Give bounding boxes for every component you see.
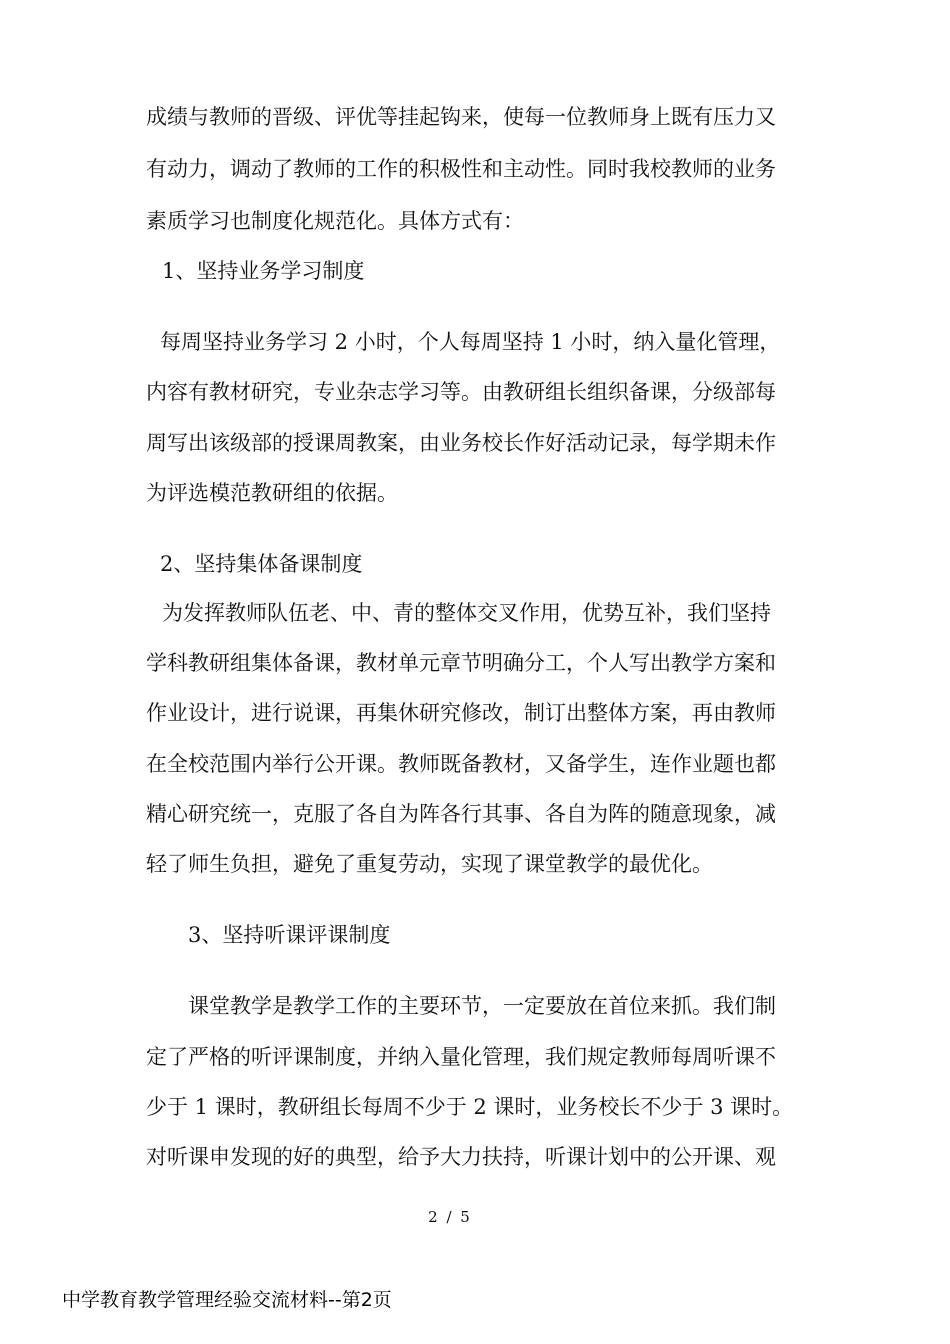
paragraph-line: 课堂教学是教学工作的主要环节，一定要放在首位来抓。我们制 xyxy=(188,994,776,1018)
paragraph-line: 精心研究统一，克服了各自为阵各行其事、各自为阵的随意现象，减 xyxy=(146,802,776,826)
document-footer: 中学教育教学管理经验交流材料--第2页 xyxy=(62,1289,392,1311)
paragraph-line: 轻了师生负担，避免了重复劳动，实现了课堂教学的最优化。 xyxy=(146,852,713,876)
paragraph-line: 有动力，调动了教师的工作的积极性和主动性。同时我校教师的业务 xyxy=(146,157,776,181)
section-heading-2: 2、坚持集体备课制度 xyxy=(160,552,363,576)
paragraph-line: 成绩与教师的晋级、评优等挂起钩来，使每一位教师身上既有压力又 xyxy=(146,105,776,129)
page-number: 2 / 5 xyxy=(428,1208,472,1226)
paragraph-line: 在全校范围内举行公开课。教师既备教材，又备学生，连作业题也都 xyxy=(146,752,776,776)
paragraph-line: 周写出该级部的授课周教案，由业务校长作好活动记录，每学期未作 xyxy=(146,431,776,455)
paragraph-line: 为发挥教师队伍老、中、青的整体交叉作用，优势互补，我们坚持 xyxy=(162,601,771,625)
section-heading-3: 3、坚持听课评课制度 xyxy=(188,923,391,947)
paragraph-line: 为评选模范教研组的依据。 xyxy=(146,481,398,505)
paragraph-line: 定了严格的听评课制度，并纳入量化管理，我们规定教师每周听课不 xyxy=(146,1045,776,1069)
paragraph-line: 学科教研组集体备课，教材单元章节明确分工，个人写出教学方案和 xyxy=(146,651,776,675)
paragraph-line: 少于 1 课时，教研组长每周不少于 2 课时，业务校长不少于 3 课时。 xyxy=(146,1095,794,1119)
paragraph-line: 素质学习也制度化规范化。具体方式有： xyxy=(146,209,524,233)
paragraph-line: 每周坚持业务学习 2 小时，个人每周坚持 1 小时，纳入量化管理， xyxy=(160,330,781,354)
paragraph-line: 对听课申发现的好的典型，给予大力扶持，听课计划中的公开课、观 xyxy=(146,1145,776,1169)
paragraph-line: 内容有教材研究，专业杂志学习等。由教研组长组织备课，分级部每 xyxy=(146,380,776,404)
section-heading-1: 1、坚持业务学习制度 xyxy=(162,259,365,283)
paragraph-line: 作业设计，进行说课，再集休研究修改，制订出整体方案，再由教师 xyxy=(146,701,776,725)
